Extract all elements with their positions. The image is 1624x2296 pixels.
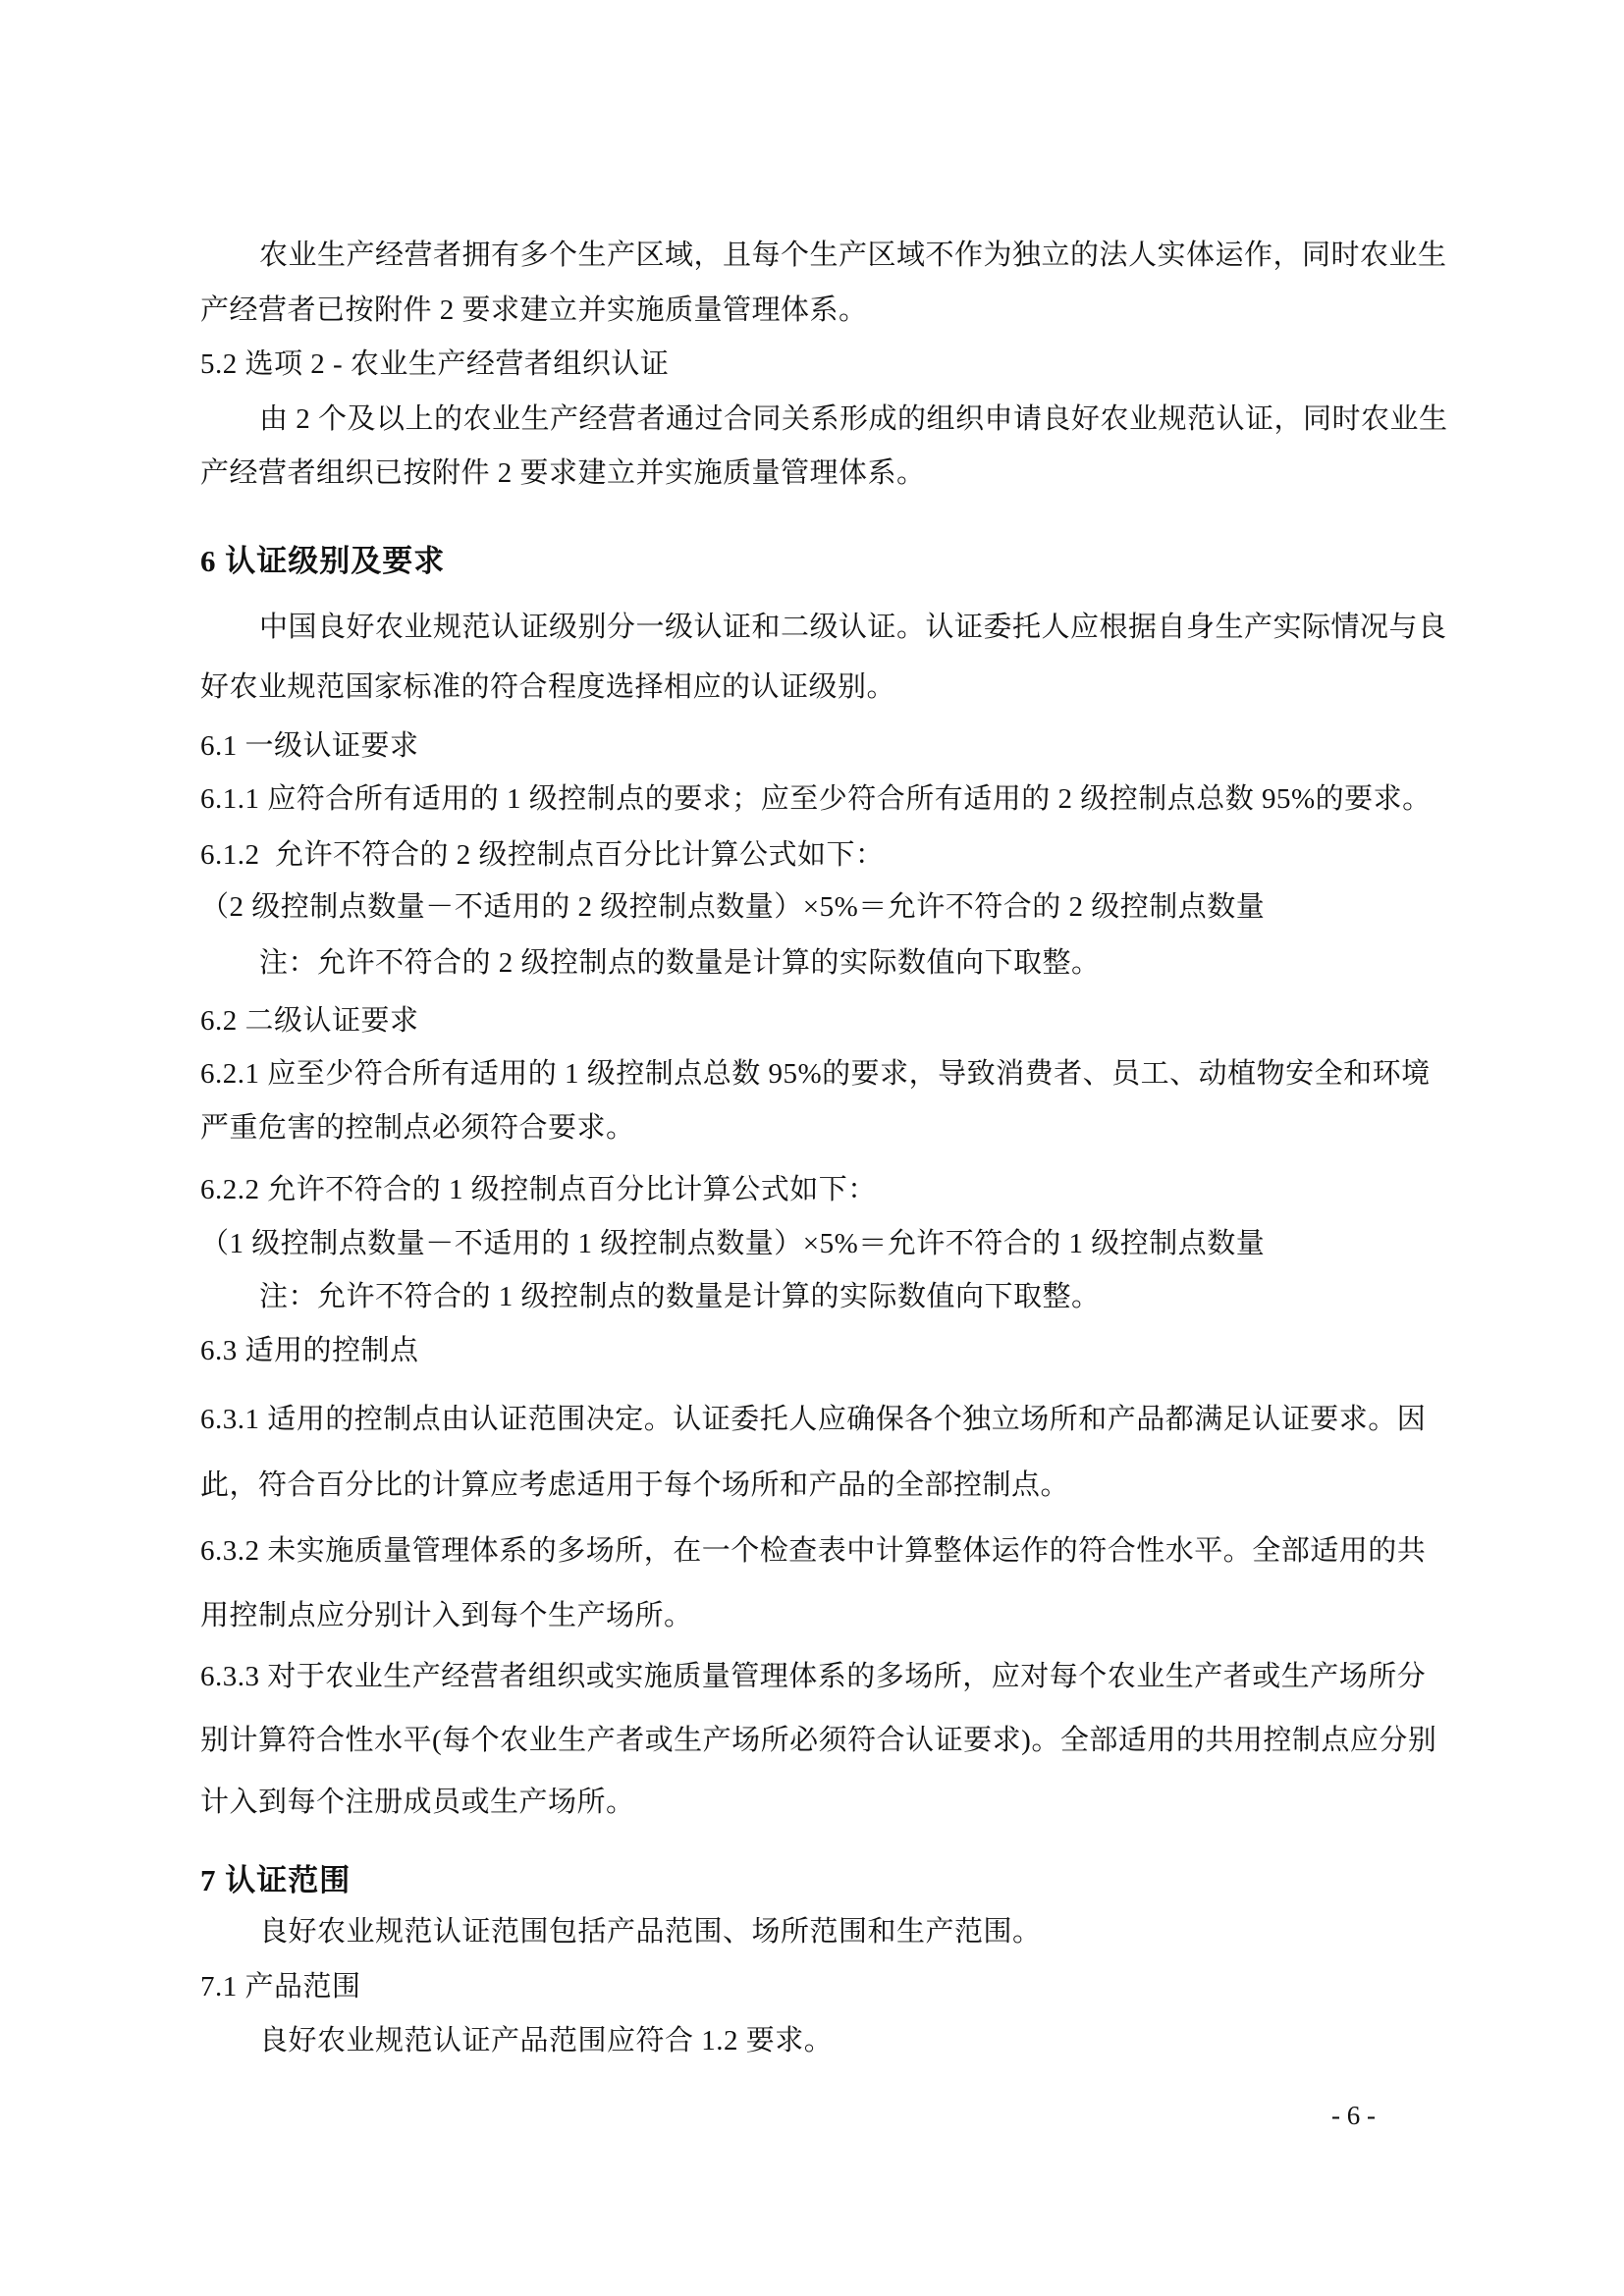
text-line: 良好农业规范认证产品范围应符合 1.2 要求。 bbox=[259, 2025, 834, 2056]
text-line: 6.2 二级认证要求 bbox=[200, 1005, 419, 1037]
text-line: 用控制点应分别计入到每个生产场所。 bbox=[200, 1600, 693, 1631]
text-line: 此，符合百分比的计算应考虑适用于每个场所和产品的全部控制点。 bbox=[200, 1469, 1070, 1501]
text-line: 6.2.1 应至少符合所有适用的 1 级控制点总数 95%的要求，导致消费者、员工、动植物安全和环境 bbox=[200, 1058, 1431, 1090]
text-line: 产经营者组织已按附件 2 要求建立并实施质量管理体系。 bbox=[200, 457, 926, 489]
text-line: 注：允许不符合的 2 级控制点的数量是计算的实际数值向下取整。 bbox=[259, 947, 1101, 979]
text-line: 6.3.2 未实施质量管理体系的多场所，在一个检查表中计算整体运作的符合性水平。全部适用的共 bbox=[200, 1535, 1427, 1567]
text-line: 6.3.1 适用的控制点由认证范围决定。认证委托人应确保各个独立场所和产品都满足认证要求。因 bbox=[200, 1404, 1427, 1435]
text-line: 好农业规范国家标准的符合程度选择相应的认证级别。 bbox=[200, 671, 896, 703]
text-line: 中国良好农业规范认证级别分一级认证和二级认证。认证委托人应根据自身生产实际情况与良 bbox=[259, 612, 1447, 643]
text-line: 6.1 一级认证要求 bbox=[200, 730, 419, 762]
text-line: 6 认证级别及要求 bbox=[200, 544, 446, 578]
text-line: 严重危害的控制点必须符合要求。 bbox=[200, 1112, 635, 1144]
text-line: 7.1 产品范围 bbox=[200, 1971, 361, 2002]
text-line: 7 认证范围 bbox=[200, 1863, 352, 1897]
text-line: 5.2 选项 2 - 农业生产经营者组织认证 bbox=[200, 348, 670, 380]
text-line: 良好农业规范认证范围包括产品范围、场所范围和生产范围。 bbox=[259, 1916, 1042, 1948]
text-line: 农业生产经营者拥有多个生产区域，且每个生产区域不作为独立的法人实体运作，同时农业生 bbox=[259, 240, 1447, 271]
text-line: 6.2.2 允许不符合的 1 级控制点百分比计算公式如下： bbox=[200, 1174, 877, 1205]
text-line: 计入到每个注册成员或生产场所。 bbox=[200, 1787, 635, 1818]
text-line: 由 2 个及以上的农业生产经营者通过合同关系形成的组织申请良好农业规范认证，同时农业生 bbox=[259, 403, 1448, 435]
text-line: 6.1.2 允许不符合的 2 级控制点百分比计算公式如下： bbox=[200, 839, 885, 871]
text-line: （1 级控制点数量－不适用的 1 级控制点数量）×5%＝允许不符合的 1 级控制点数量 bbox=[200, 1228, 1266, 1259]
text-line: 别计算符合性水平(每个农业生产者或生产场所必须符合认证要求)。全部适用的共用控制点应分别 bbox=[200, 1725, 1437, 1756]
page-number: - 6 - bbox=[1331, 2101, 1376, 2130]
text-line: 6.3 适用的控制点 bbox=[200, 1335, 419, 1366]
text-line: 注：允许不符合的 1 级控制点的数量是计算的实际数值向下取整。 bbox=[259, 1281, 1101, 1312]
text-line: 6.1.1 应符合所有适用的 1 级控制点的要求；应至少符合所有适用的 2 级控制点总数 95%的要求。 bbox=[200, 783, 1432, 815]
text-line: （2 级控制点数量－不适用的 2 级控制点数量）×5%＝允许不符合的 2 级控制点数量 bbox=[200, 891, 1266, 923]
text-line: 6.3.3 对于农业生产经营者组织或实施质量管理体系的多场所，应对每个农业生产者或生产场所分 bbox=[200, 1661, 1427, 1692]
text-line: 产经营者已按附件 2 要求建立并实施质量管理体系。 bbox=[200, 294, 868, 326]
